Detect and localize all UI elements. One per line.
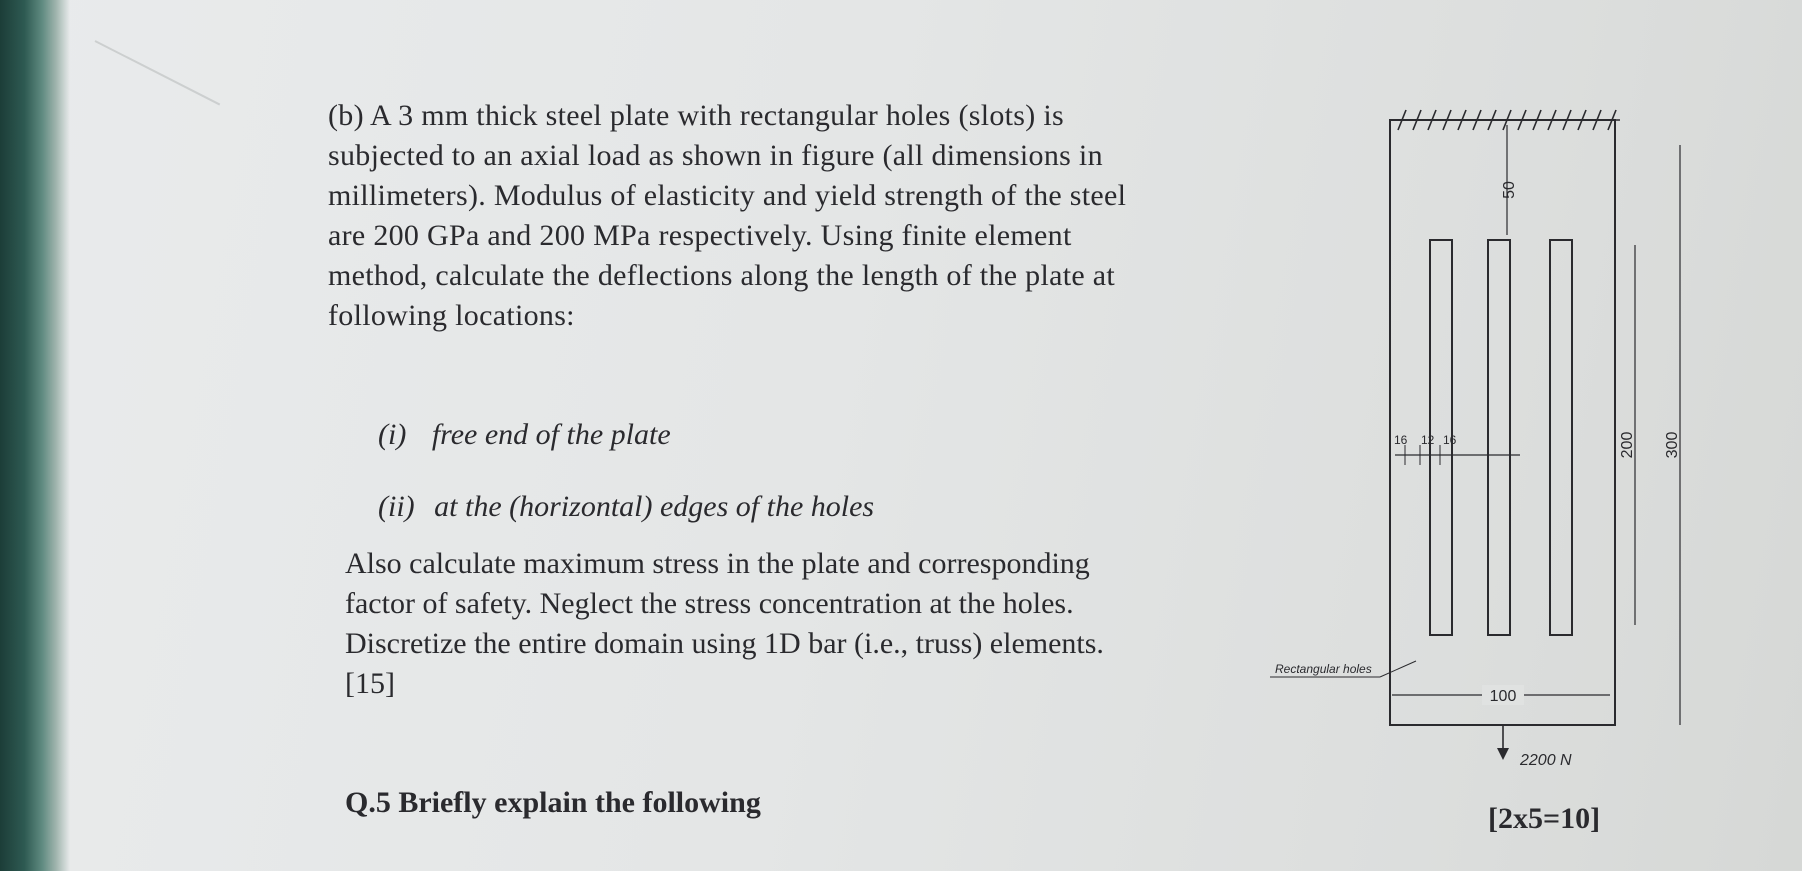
closing-line: Also calculate maximum stress in the plate and corresponding bbox=[345, 547, 1090, 580]
plate-figure bbox=[1220, 105, 1740, 765]
paper-crease bbox=[95, 40, 221, 105]
question-b-closing bbox=[345, 544, 1104, 704]
dim-16-label-2: 16 bbox=[1443, 433, 1457, 447]
marks-15: [15] bbox=[345, 667, 395, 700]
load-label: 2200 N bbox=[1520, 752, 1572, 765]
sub-question-number: (i) bbox=[378, 418, 407, 451]
question-line: following locations: bbox=[328, 299, 575, 332]
holes-label: Rectangular holes bbox=[1275, 662, 1372, 676]
question-line: method, calculate the deflections along the length of the plate at bbox=[328, 259, 1116, 292]
sub-question-number: (ii) bbox=[378, 490, 415, 523]
dim-200-label: 200 bbox=[1619, 431, 1636, 459]
sub-question-i bbox=[378, 418, 671, 452]
question-5-title: Q.5 Briefly explain the following bbox=[345, 786, 761, 819]
question-b bbox=[328, 96, 1228, 336]
dim-12-label: 12 bbox=[1421, 433, 1435, 447]
rectangular-hole bbox=[1488, 240, 1510, 635]
load-arrow-head bbox=[1497, 748, 1509, 760]
dim-16-label: 16 bbox=[1394, 433, 1408, 447]
book-edge bbox=[0, 0, 70, 871]
sub-question-ii bbox=[378, 490, 874, 524]
dim-300-label: 300 bbox=[1664, 431, 1681, 459]
sub-question-text: at the (horizontal) edges of the holes bbox=[434, 490, 875, 523]
question-line: (b) A 3 mm thick steel plate with rectangular holes (slots) is bbox=[328, 99, 1064, 132]
rectangular-hole bbox=[1550, 240, 1572, 635]
question-line: are 200 GPa and 200 MPa respectively. Using finite element bbox=[328, 219, 1072, 252]
sub-question-text: free end of the plate bbox=[431, 418, 671, 451]
closing-line: Discretize the entire domain using 1D bar (i.e., truss) elements. bbox=[345, 627, 1104, 660]
question-line: subjected to an axial load as shown in figure (all dimensions in bbox=[328, 139, 1103, 172]
question-5-marks: [2x5=10] bbox=[1488, 802, 1601, 835]
closing-line: factor of safety. Neglect the stress concentration at the holes. bbox=[345, 587, 1074, 620]
dim-50-label: 50 bbox=[1501, 181, 1518, 199]
dim-100-label: 100 bbox=[1489, 688, 1517, 705]
question-line: millimeters). Modulus of elasticity and yield strength of the steel bbox=[328, 179, 1127, 212]
